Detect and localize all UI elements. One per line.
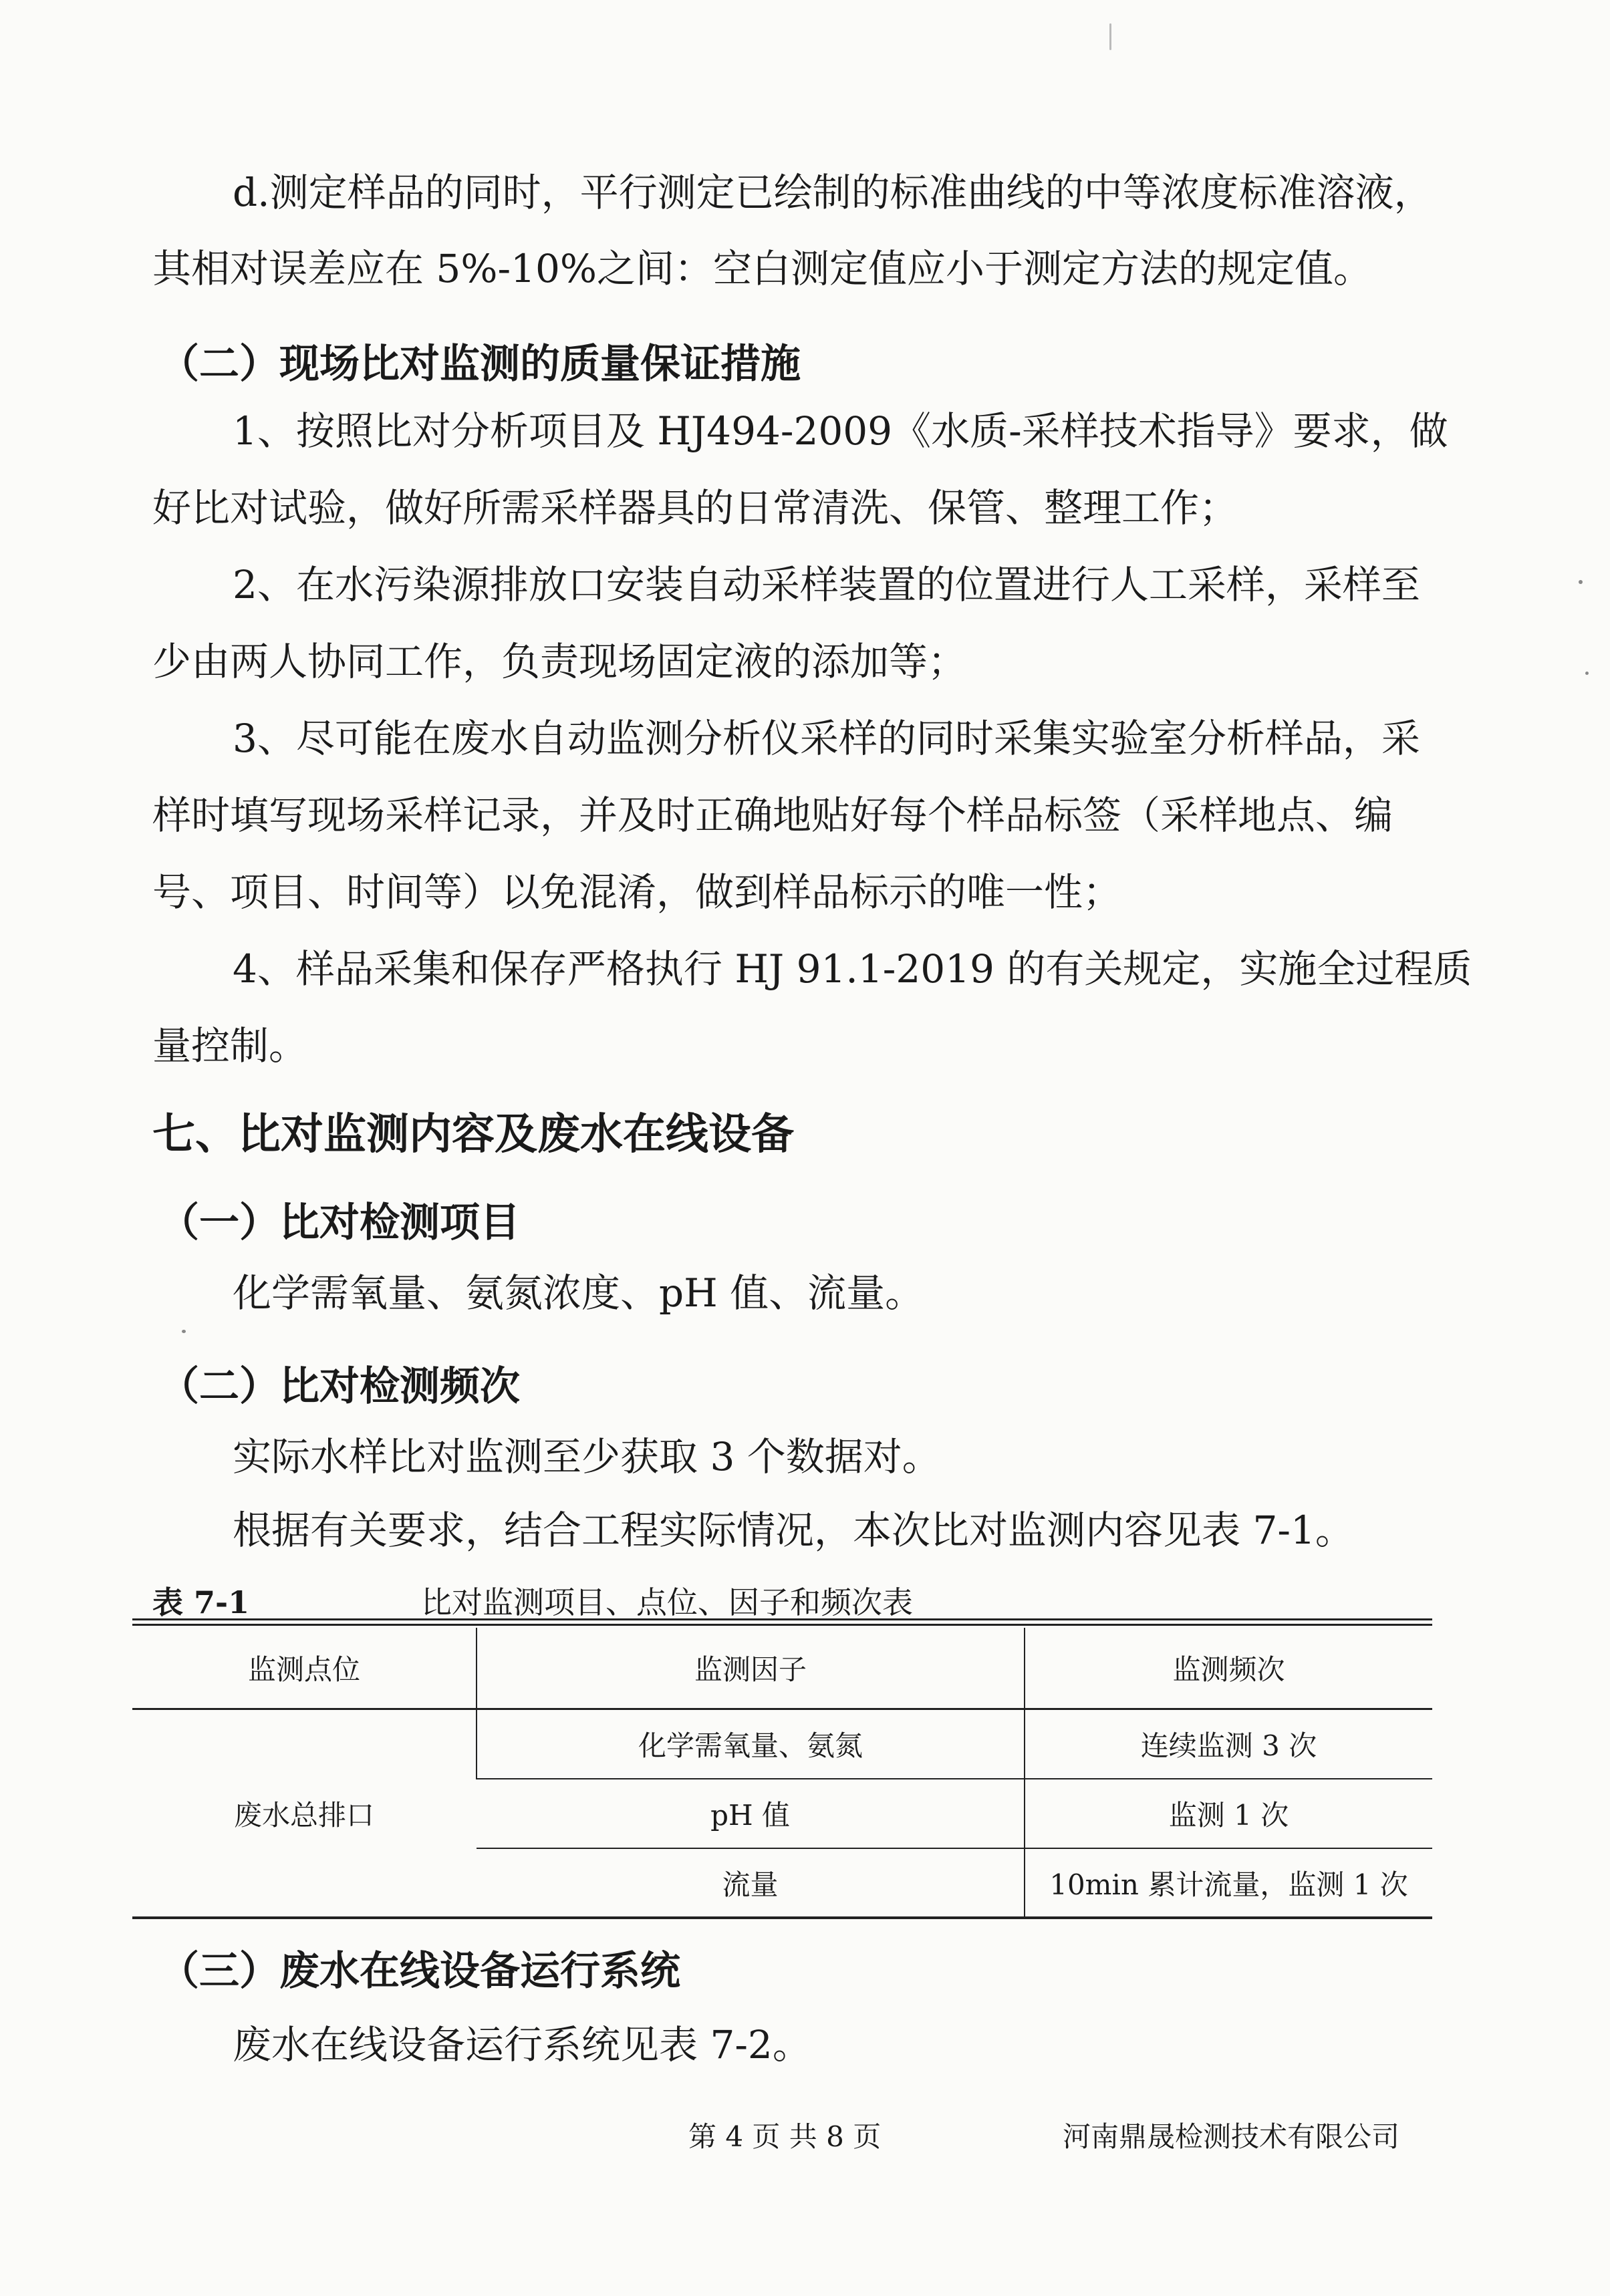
item-3-line-2: 样时填写现场采样记录，并及时正确地贴好每个样品标签（采样地点、编: [152, 793, 1393, 838]
scan-speck: [182, 1330, 186, 1333]
frequency-text: 实际水样比对监测至少获取 3 个数据对。: [233, 1434, 941, 1479]
cell-frequency: 监测 1 次: [1025, 1779, 1432, 1848]
cell-factor: 化学需氧量、氨氮: [477, 1709, 1025, 1779]
table-row: [132, 1709, 1432, 1779]
table-reference-text: 根据有关要求，结合工程实际情况，本次比对监测内容见表 7-1。: [233, 1508, 1354, 1553]
heading-online-equipment: （三）废水在线设备运行系统: [159, 1948, 680, 1995]
cell-frequency: 10min 累计流量，监测 1 次: [1025, 1848, 1432, 1917]
monitoring-table: [132, 1628, 1432, 1917]
scan-mark: [1109, 23, 1111, 50]
section-7-heading: 七、比对监测内容及废水在线设备: [152, 1109, 794, 1159]
table-top-rule: [132, 1618, 1432, 1620]
item-2-line-2: 少由两人协同工作，负责现场固定液的添加等；: [152, 639, 967, 684]
page-number: 第 4 页 共 8 页: [688, 2120, 882, 2153]
item-4-line-2: 量控制。: [152, 1023, 308, 1068]
heading-qa-measures: （二）现场比对监测的质量保证措施: [159, 341, 801, 388]
item-2-line-1: 2、在水污染源排放口安装自动采样装置的位置进行人工采样，采样至: [233, 562, 1420, 607]
header-site: 监测点位: [132, 1628, 477, 1709]
item-3-line-3: 号、项目、时间等）以免混淆，做到样品标示的唯一性；: [152, 869, 1122, 915]
scan-speck: [1579, 580, 1583, 584]
cell-factor: 流量: [722, 1868, 779, 1901]
table-number: 表 7-1: [152, 1584, 250, 1620]
table-header-row: [132, 1628, 1432, 1709]
table-top-rule-inner: [132, 1624, 1432, 1626]
table-caption: 比对监测项目、点位、因子和频次表: [421, 1584, 913, 1620]
item-4-line-1: 4、样品采集和保存严格执行 HJ 91.1-2019 的有关规定，实施全过程质: [233, 946, 1472, 992]
item-1-line-2: 好比对试验，做好所需采样器具的日常清洗、保管、整理工作；: [152, 485, 1238, 531]
cell-site: 废水总排口: [233, 1799, 374, 1832]
online-equipment-text: 废水在线设备运行系统见表 7-2。: [233, 2022, 811, 2067]
paragraph-d-line-1: d.测定样品的同时，平行测定已绘制的标准曲线的中等浓度标准溶液，: [233, 170, 1433, 215]
header-frequency: 监测频次: [1025, 1628, 1432, 1709]
item-1-line-1: 1、按照比对分析项目及 HJ494-2009《水质-采样技术指导》要求，做: [233, 408, 1448, 454]
table-bottom-rule: [132, 1916, 1432, 1919]
item-3-line-1: 3、尽可能在废水自动监测分析仪采样的同时采集实验室分析样品，采: [233, 716, 1420, 761]
paragraph-d-line-2: 其相对误差应在 5%-10%之间：空白测定值应小于测定方法的规定值。: [152, 246, 1372, 291]
header-factor: 监测因子: [477, 1628, 1025, 1709]
heading-test-frequency: （二）比对检测频次: [159, 1363, 520, 1410]
company-name: 河南鼎晟检测技术有限公司: [1063, 2120, 1400, 2153]
scan-speck: [1585, 672, 1589, 675]
cell-factor: pH 值: [477, 1779, 1025, 1848]
test-items-text: 化学需氧量、氨氮浓度、pH 值、流量。: [233, 1270, 924, 1316]
heading-test-items: （一）比对检测项目: [159, 1199, 520, 1246]
cell-frequency: 连续监测 3 次: [1025, 1709, 1432, 1779]
